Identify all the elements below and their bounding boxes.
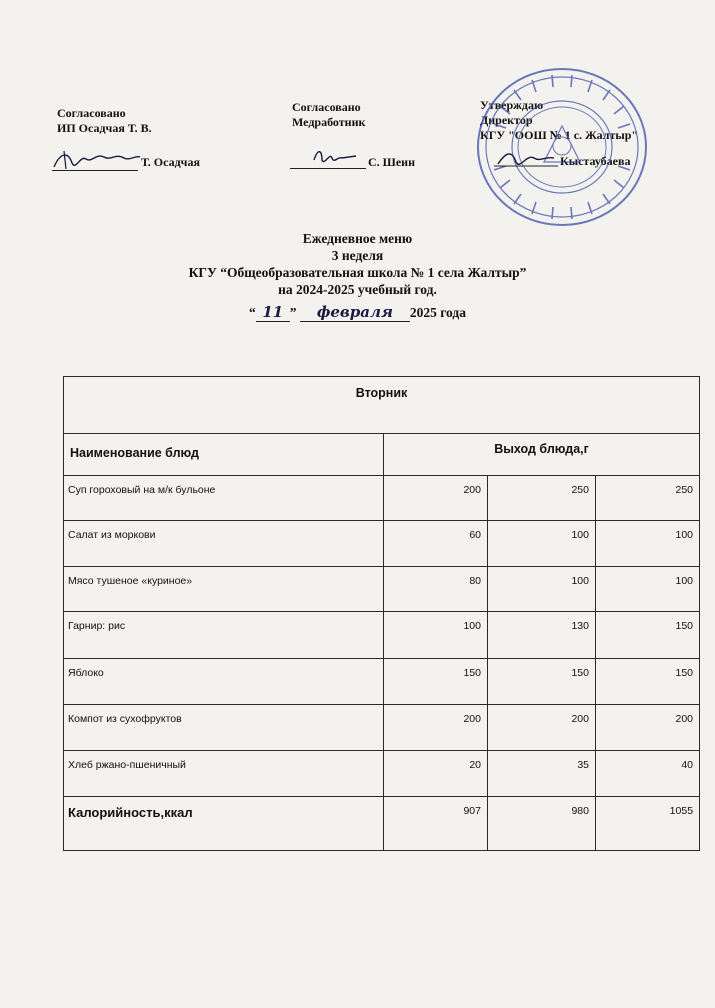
handwritten-signature-left <box>50 145 142 175</box>
portion-value-3: 40 <box>596 751 700 797</box>
portion-value-1: 200 <box>384 476 488 521</box>
portion-value-2: 150 <box>488 659 596 705</box>
school-year: на 2024-2025 учебный год. <box>278 282 437 297</box>
portion-value-1: 80 <box>384 567 488 612</box>
portion-value-3: 150 <box>596 612 700 659</box>
table-row <box>64 705 700 751</box>
portion-value-1: 60 <box>384 521 488 567</box>
table-row <box>64 612 700 659</box>
day-name: Вторник <box>64 377 700 434</box>
portion-value-3: 150 <box>596 659 700 705</box>
handwritten-signature-middle <box>310 144 360 170</box>
approval-right-signature: Кыстаубаева <box>560 154 631 168</box>
approval-left-org: ИП Осадчая Т. В. <box>57 121 152 135</box>
dish-name: Суп гороховый на м/к бульоне <box>64 476 384 521</box>
portion-value-2: 100 <box>488 521 596 567</box>
dish-name: Яблоко <box>64 659 384 705</box>
handwritten-signature-right <box>494 146 558 172</box>
approval-right-role: Директор <box>480 113 533 127</box>
date-open-quote: “ <box>249 305 256 320</box>
column-header-output: Выход блюда,г <box>384 434 700 476</box>
calories-label: Калорийность,ккал <box>64 797 384 851</box>
portion-value-2: 35 <box>488 751 596 797</box>
approval-middle <box>292 100 365 130</box>
calories-value-1: 907 <box>384 797 488 851</box>
column-header-dish: Наименование блюд <box>64 434 384 476</box>
portion-value-2: 250 <box>488 476 596 521</box>
approval-right-title: Утверждаю <box>480 98 544 112</box>
table-row <box>64 567 700 612</box>
portion-value-2: 200 <box>488 705 596 751</box>
approval-left-title: Согласовано <box>57 106 126 120</box>
table-row <box>64 751 700 797</box>
dish-name: Хлеб ржано-пшеничный <box>64 751 384 797</box>
table-row <box>64 659 700 705</box>
portion-value-1: 20 <box>384 751 488 797</box>
menu-table <box>63 376 700 851</box>
approval-middle-signature: С. Шеин <box>368 155 415 169</box>
column-header-row <box>64 434 700 476</box>
portion-value-3: 100 <box>596 567 700 612</box>
portion-value-1: 100 <box>384 612 488 659</box>
menu-date <box>0 304 715 322</box>
approval-middle-role: Медработник <box>292 115 366 129</box>
date-year: 2025 года <box>409 305 466 320</box>
calories-value-3: 1055 <box>596 797 700 851</box>
portion-value-2: 130 <box>488 612 596 659</box>
portion-value-3: 100 <box>596 521 700 567</box>
table-row <box>64 521 700 567</box>
portion-value-3: 200 <box>596 705 700 751</box>
dish-name: Салат из моркови <box>64 521 384 567</box>
dish-name: Мясо тушеное «куриное» <box>64 567 384 612</box>
date-month: февраля <box>300 304 410 322</box>
portion-value-1: 150 <box>384 659 488 705</box>
calories-value-2: 980 <box>488 797 596 851</box>
date-day: 11 <box>256 304 290 322</box>
approval-middle-title: Согласовано <box>292 100 361 114</box>
portion-value-3: 250 <box>596 476 700 521</box>
approval-left <box>57 106 152 136</box>
table-row <box>64 476 700 521</box>
school-name: КГУ “Общеобразовательная школа № 1 села Жалтыр” <box>188 265 527 280</box>
date-close-quote: ” <box>289 305 297 320</box>
approval-right-org: КГУ "ООШ № 1 с. Жалтыр" <box>480 128 639 142</box>
dish-name: Компот из сухофруктов <box>64 705 384 751</box>
portion-value-1: 200 <box>384 705 488 751</box>
portion-value-2: 100 <box>488 567 596 612</box>
dish-name: Гарнир: рис <box>64 612 384 659</box>
menu-title: Ежедневное меню <box>302 231 413 246</box>
week-number: 3 неделя <box>331 248 384 263</box>
approval-left-signature: Т. Осадчая <box>141 155 200 169</box>
day-row <box>64 377 700 434</box>
total-row <box>64 797 700 851</box>
